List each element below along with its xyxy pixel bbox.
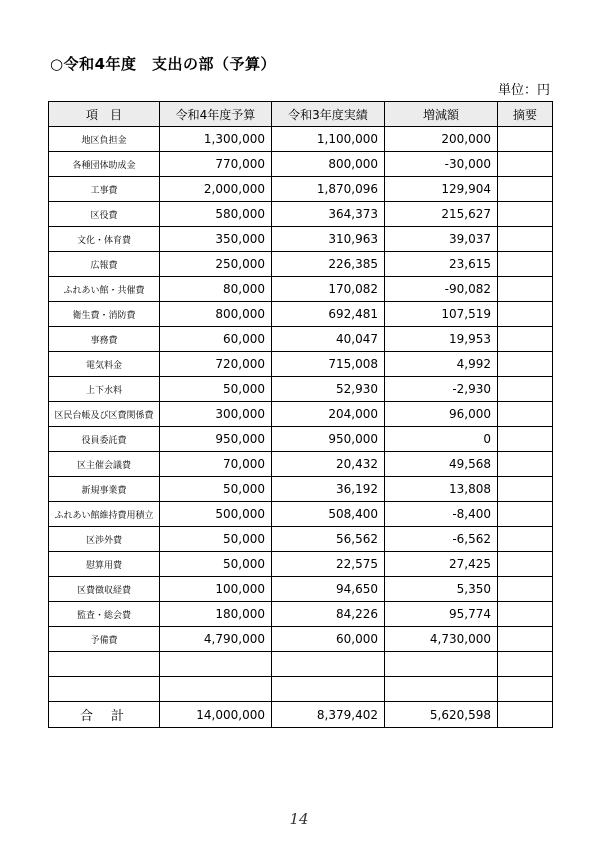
row-note xyxy=(498,677,553,702)
row-item-name xyxy=(49,677,160,702)
row-note xyxy=(498,402,553,427)
table-row xyxy=(49,652,553,677)
row-actual: 94,650 xyxy=(272,577,385,602)
table-row xyxy=(49,202,553,227)
row-actual: 800,000 xyxy=(272,152,385,177)
row-item-name: 区渉外費 xyxy=(49,527,160,552)
total-actual: 8,379,402 xyxy=(272,702,385,728)
row-note xyxy=(498,202,553,227)
header-note: 摘要 xyxy=(498,102,553,127)
row-diff: -8,400 xyxy=(385,502,498,527)
row-actual: 715,008 xyxy=(272,352,385,377)
table-row xyxy=(49,677,553,702)
table-row xyxy=(49,402,553,427)
row-note xyxy=(498,302,553,327)
row-item-name: 役員委託費 xyxy=(49,427,160,452)
row-item-name: 工事費 xyxy=(49,177,160,202)
row-actual: 508,400 xyxy=(272,502,385,527)
table-row xyxy=(49,527,553,552)
row-item-name xyxy=(49,652,160,677)
row-diff: 96,000 xyxy=(385,402,498,427)
table-row xyxy=(49,477,553,502)
row-diff: 23,615 xyxy=(385,252,498,277)
header-budget: 令和4年度予算 xyxy=(160,102,272,127)
total-note xyxy=(498,702,553,728)
row-budget: 50,000 xyxy=(160,477,272,502)
row-diff: 4,992 xyxy=(385,352,498,377)
table-row xyxy=(49,577,553,602)
page-title: ○令和4年度 支出の部（予算） xyxy=(50,55,277,73)
total-row xyxy=(49,702,553,728)
row-actual: 36,192 xyxy=(272,477,385,502)
row-item-name: ふれあい館維持費用積立 xyxy=(49,502,160,527)
row-note xyxy=(498,477,553,502)
row-actual: 226,385 xyxy=(272,252,385,277)
unit-label: 単位：円 xyxy=(497,83,550,98)
row-note xyxy=(498,427,553,452)
table-row xyxy=(49,452,553,477)
row-note xyxy=(498,502,553,527)
row-budget: 580,000 xyxy=(160,202,272,227)
row-diff: -2,930 xyxy=(385,377,498,402)
expenditure-table xyxy=(48,101,553,728)
row-note xyxy=(498,377,553,402)
table-row xyxy=(49,552,553,577)
row-note xyxy=(498,602,553,627)
row-diff: 107,519 xyxy=(385,302,498,327)
row-item-name: 区費徴収経費 xyxy=(49,577,160,602)
row-note xyxy=(498,652,553,677)
table-row xyxy=(49,327,553,352)
row-actual: 1,870,096 xyxy=(272,177,385,202)
row-budget: 770,000 xyxy=(160,152,272,177)
row-note xyxy=(498,177,553,202)
row-budget: 800,000 xyxy=(160,302,272,327)
row-item-name: 区役費 xyxy=(49,202,160,227)
table-row xyxy=(49,177,553,202)
row-budget: 100,000 xyxy=(160,577,272,602)
row-actual: 56,562 xyxy=(272,527,385,552)
row-budget: 4,790,000 xyxy=(160,627,272,652)
row-diff: 215,627 xyxy=(385,202,498,227)
table-row xyxy=(49,627,553,652)
row-budget: 300,000 xyxy=(160,402,272,427)
row-item-name: 慰算用費 xyxy=(49,552,160,577)
page-number: 14 xyxy=(289,810,309,828)
row-diff: 49,568 xyxy=(385,452,498,477)
row-item-name: 衛生費・消防費 xyxy=(49,302,160,327)
row-budget: 2,000,000 xyxy=(160,177,272,202)
row-item-name: 監査・総会費 xyxy=(49,602,160,627)
table-row xyxy=(49,127,553,152)
row-actual: 60,000 xyxy=(272,627,385,652)
row-note xyxy=(498,527,553,552)
row-diff: -6,562 xyxy=(385,527,498,552)
table-row xyxy=(49,352,553,377)
row-note xyxy=(498,552,553,577)
row-diff: 200,000 xyxy=(385,127,498,152)
table-body xyxy=(49,127,553,702)
row-item-name: 電気料金 xyxy=(49,352,160,377)
total-budget: 14,000,000 xyxy=(160,702,272,728)
row-budget: 250,000 xyxy=(160,252,272,277)
header-actual: 令和3年度実績 xyxy=(272,102,385,127)
row-budget: 350,000 xyxy=(160,227,272,252)
row-item-name: 区民台帳及び区費関係費 xyxy=(49,402,160,427)
table-row xyxy=(49,427,553,452)
row-diff xyxy=(385,677,498,702)
row-actual: 40,047 xyxy=(272,327,385,352)
row-actual: 364,373 xyxy=(272,202,385,227)
table-row xyxy=(49,227,553,252)
row-diff: 19,953 xyxy=(385,327,498,352)
row-actual xyxy=(272,677,385,702)
header-diff: 増減額 xyxy=(385,102,498,127)
row-budget: 500,000 xyxy=(160,502,272,527)
row-budget: 720,000 xyxy=(160,352,272,377)
row-item-name: 区主催会議費 xyxy=(49,452,160,477)
table-row xyxy=(49,252,553,277)
row-actual: 950,000 xyxy=(272,427,385,452)
row-item-name: 予備費 xyxy=(49,627,160,652)
row-diff: 4,730,000 xyxy=(385,627,498,652)
row-budget xyxy=(160,652,272,677)
row-budget xyxy=(160,677,272,702)
row-note xyxy=(498,277,553,302)
total-diff: 5,620,598 xyxy=(385,702,498,728)
row-actual: 20,432 xyxy=(272,452,385,477)
row-item-name: 各種団体助成金 xyxy=(49,152,160,177)
row-diff: 39,037 xyxy=(385,227,498,252)
row-note xyxy=(498,627,553,652)
row-budget: 50,000 xyxy=(160,552,272,577)
row-diff: -90,082 xyxy=(385,277,498,302)
row-note xyxy=(498,352,553,377)
row-diff: -30,000 xyxy=(385,152,498,177)
row-budget: 1,300,000 xyxy=(160,127,272,152)
row-note xyxy=(498,452,553,477)
row-budget: 80,000 xyxy=(160,277,272,302)
row-item-name: 新規事業費 xyxy=(49,477,160,502)
row-actual: 170,082 xyxy=(272,277,385,302)
row-diff: 5,350 xyxy=(385,577,498,602)
table-row xyxy=(49,277,553,302)
row-budget: 180,000 xyxy=(160,602,272,627)
table-row xyxy=(49,502,553,527)
row-note xyxy=(498,227,553,252)
row-actual: 310,963 xyxy=(272,227,385,252)
row-diff: 13,808 xyxy=(385,477,498,502)
row-item-name: ふれあい館・共催費 xyxy=(49,277,160,302)
header-item: 項 目 xyxy=(49,102,160,127)
row-item-name: 事務費 xyxy=(49,327,160,352)
row-actual: 22,575 xyxy=(272,552,385,577)
table-row xyxy=(49,302,553,327)
row-diff: 129,904 xyxy=(385,177,498,202)
table-row xyxy=(49,152,553,177)
row-actual: 84,226 xyxy=(272,602,385,627)
row-diff xyxy=(385,652,498,677)
row-actual: 692,481 xyxy=(272,302,385,327)
row-budget: 50,000 xyxy=(160,527,272,552)
header-row xyxy=(49,102,553,127)
row-budget: 60,000 xyxy=(160,327,272,352)
row-diff: 95,774 xyxy=(385,602,498,627)
row-actual xyxy=(272,652,385,677)
row-diff: 0 xyxy=(385,427,498,452)
row-note xyxy=(498,327,553,352)
row-note xyxy=(498,127,553,152)
row-actual: 52,930 xyxy=(272,377,385,402)
total-label: 合計 xyxy=(49,702,160,728)
row-item-name: 文化・体育費 xyxy=(49,227,160,252)
row-budget: 50,000 xyxy=(160,377,272,402)
row-item-name: 上下水料 xyxy=(49,377,160,402)
table-row xyxy=(49,377,553,402)
row-budget: 70,000 xyxy=(160,452,272,477)
row-item-name: 地区負担金 xyxy=(49,127,160,152)
row-item-name: 広報費 xyxy=(49,252,160,277)
table-row xyxy=(49,602,553,627)
row-note xyxy=(498,152,553,177)
row-actual: 204,000 xyxy=(272,402,385,427)
row-note xyxy=(498,252,553,277)
row-budget: 950,000 xyxy=(160,427,272,452)
row-note xyxy=(498,577,553,602)
row-actual: 1,100,000 xyxy=(272,127,385,152)
row-diff: 27,425 xyxy=(385,552,498,577)
